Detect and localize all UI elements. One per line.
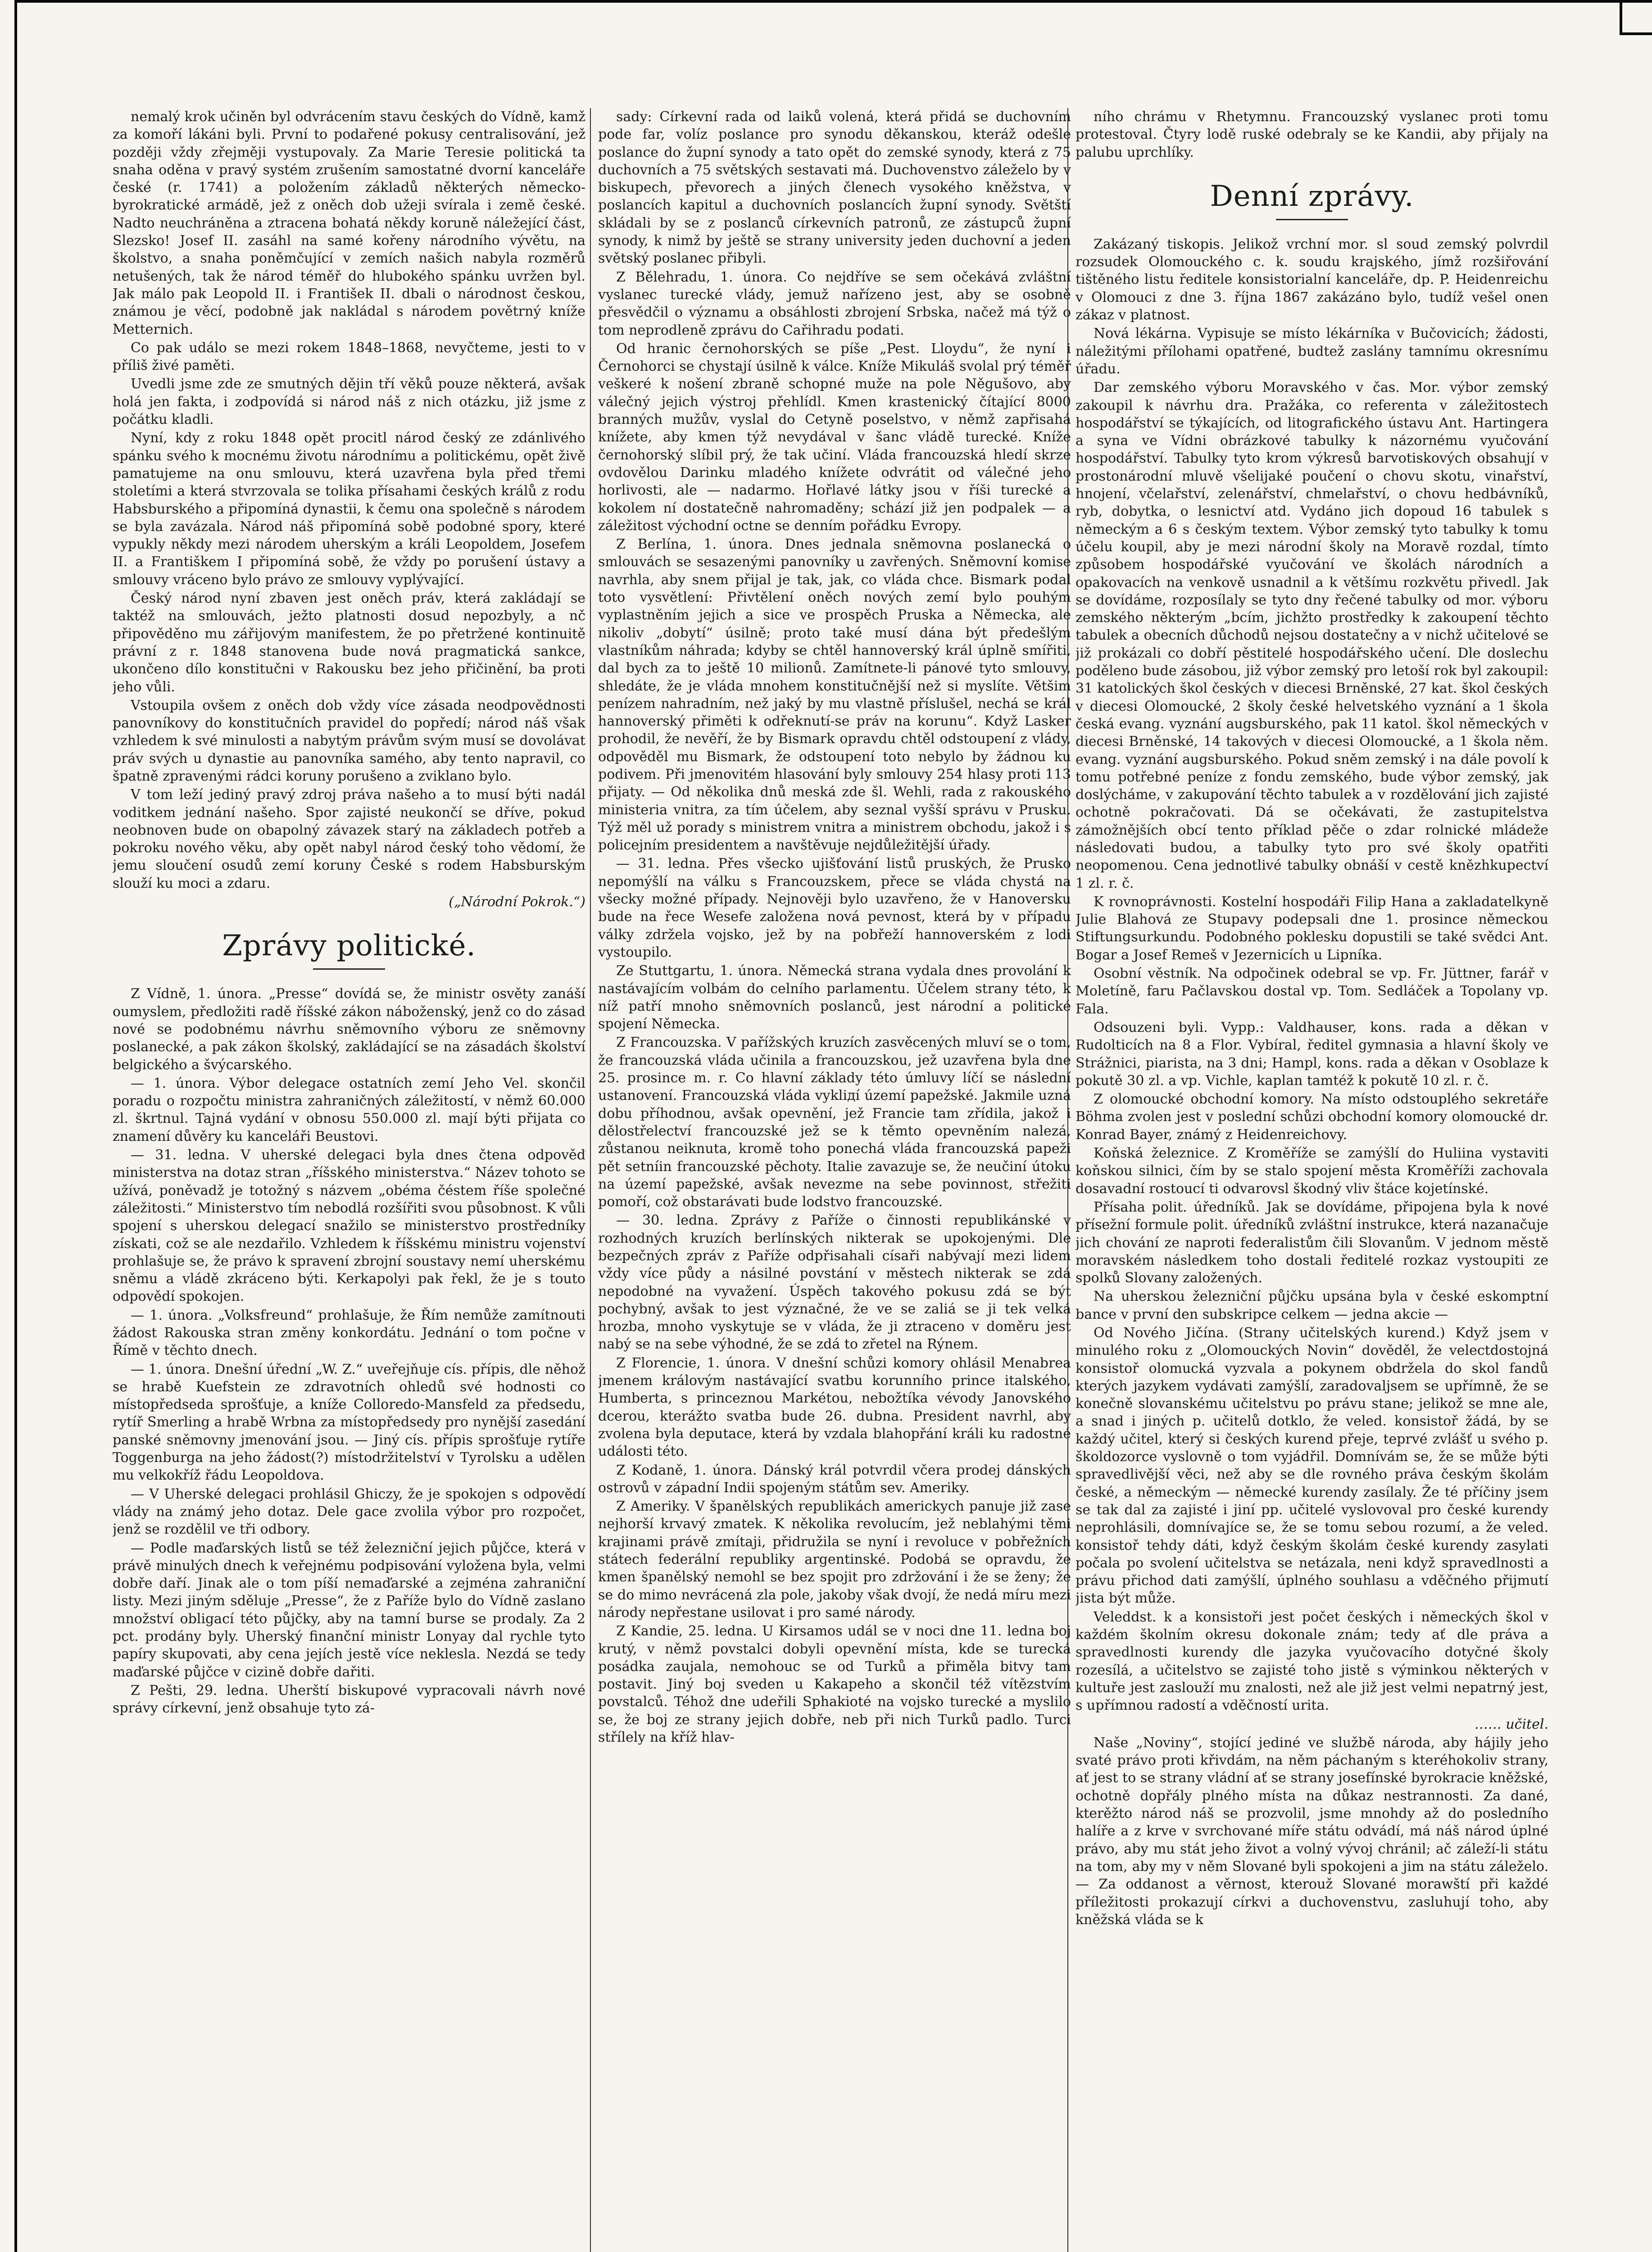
news-item: — 1. února. „Volksfreund“ prohlašuje, že Řím nemůže zamítnouti žádost Rakouska stran změny konkordátu. Jednání o tom počne v Římě v těchto dnech. — [113, 1307, 585, 1359]
news-item: Ze Stuttgartu, 1. února. Německá strana vydala dnes provolání k nastávajícím volbám do celního parlamentu. Účelem strany této, k níž patří mnoho sněmovních poslanců, jest národní a politické spojení Německa. — [598, 963, 1071, 1032]
news-item: Přísaha polit. úředníků. Jak se dovídáme, připojena byla k nové přísežní formule polit. úředníků zvláštní instrukce, která nazanačuje jich chování ze naproti federalistům čili Slovanům. V jednom městě moravském následkem toho dostali ředitelé rozkaz vystoupiti ze spolků Slovany založených. — [1076, 1199, 1548, 1286]
section-heading-daily — [1076, 178, 1548, 220]
news-item: — 31. ledna. Přes všecko ujišťování listů pruských, že Prusko nepomýšlí na válku s Francouzskem, přece se vláda chystá na všecky možné případy. Nejnověji bylo uzavřeno, že v Hanoversku bude na řece Wesefe založena nová pevnost, která by v případu války zdržela vojsko, jež by na pobřeží hannoverském z lodi vystoupilo. — [598, 856, 1071, 960]
section-heading-political — [113, 928, 585, 970]
heading-underline — [1276, 219, 1348, 220]
paragraph: V tom leží jediný pravý zdroj práva našeho a to musí býti nadál voditkem jednání našeho. Spor zajisté neukončí se dříve, pokud neobnoven bude on obapolný závazek starý na základech potřeb a pokroku nového věku, aby opět nabyl národ český toho vědomí, že jemu sloučení osudů zemí koruny České s rodem Habsburským slouží ku moci a zdaru. — [113, 787, 585, 891]
news-item: Na uherskou železniční půjčku upsána byla v české eskomptní bance v první den subskripce celkem — jedna akcie — — [1076, 1289, 1548, 1322]
news-item: Z Pešti, 29. ledna. Uherští biskupové vypracovali návrh nové správy církevní, jenž obsahuje tyto zá- — [113, 1682, 585, 1716]
section-heading-text: Zprávy politické. — [222, 929, 476, 963]
news-item: Osobní věstník. Na odpočinek odebral se vp. Fr. Jüttner, farář v Moletíně, faru Pačlavskou dostal vp. Tom. Sedláček a Topolany vp. Fala. — [1076, 966, 1548, 1017]
heading-underline — [313, 968, 385, 970]
news-item: Odsouzeni byli. Vypp.: Valdhauser, kons. rada a děkan v Rudolticích na 8 a Flor. Vybíral, ředitel gymnasia a hlavní školy ve Strážnici, piarista, na 3 dni; Hampl, kons. rada a děkan v Osoblaze k pokutě 30 zl. a vp. Vichle, kaplan tamtéž k pokutě 10 zl. r. č. — [1076, 1019, 1548, 1089]
news-item: Z Berlína, 1. února. Dnes jednala sněmovna poslanecká o smlouvách se sesazenými panovníky u zavřených. Sněmovní komise navrhla, aby snem přijal je tak, jak, co vláda chce. Bismark podal toto vysvětlení: Přivtělení oněch nových zemí bylo pouhým vyplastněním jejich a sice ve prospěch Pruska a Německa, ale nikoliv „dobytí“ úsilně; proto také musí dána být předešlým vlastníkům náhrada; kdyby se chtěl hannoverský král úplně smířiti, dal bych za to ještě 10 milionů. Zamítnete-li pánové tyto smlouvy, shledáte, že je vláda mnohem konstitučnější než si myslíte. Většim penízem nahradním, než jaký by mu vlastně příslušel, nechá se král hannoverský přiměti k odřeknutí-se práv na korunu“. Když Lasker prohodil, že nevěří, že by Bismark opravdu chtěl odstoupení z vlády, odpověděl mu Bismark, že odstoupení toto nebylo by žádnou ku podivem. Při jmenovitém hlasování byly smlouvy 254 hlasy proti 113 přijaty. — Od několika dnů meská zde šl. Wehli, rada z rakouského ministeria vnitra, za tím účelem, aby seznal vyšší správu v Prusku. Týž měl už porady s ministrem vnitra a ministrem obchodu, jakož i s policejním presidentem a navštěvuje nejdůležitější úřady. — [598, 536, 1071, 854]
news-item: sady: Církevní rada od laiků volená, která přidá se duchovním pode far, volíz poslance pro synodu děkanskou, kteráž odešle poslance do župní synody a tato opět do zemské synody, která z 75 duchovních a 75 světských sestavati má. Duchovenstvo záleželo by v biskupech, převorech a jiných členech vysokého kněžstva, v poslancích kapitul a duchovních poslancích župní synody. Světští skládali by se z poslanců církevních patronů, ze zástupců župní synody, k nimž by ještě se strany university jeden duchovní a jeden světský poslanec přibyli. — [598, 109, 1071, 267]
corner-mark — [1620, 3, 1652, 35]
news-item: Z Ameriky. V španělských republikách americkych panuje již zase nejhorší krvavý zmatek. K několika revolucím, jež neblahými těmi krajinami právě zmítaji, přidružila se nyní i revoluce v pobřežních státech federální republiky argentinské. Podobá se opravdu, že kmen španělský nemohl se bez spojit pro zdržování i že se ženy; že se do mimo nevrácená zla pole, jakoby však dvojí, že nedá míru mezi národy nepřestane usilovat i pro samé národy. — [598, 1498, 1071, 1621]
news-item: Z Kodaně, 1. února. Dánský král potvrdil včera prodej dánských ostrovů v západní Indii spojeným státům sev. Ameriky. — [598, 1462, 1071, 1496]
news-item: — 1. února. Výbor delegace ostatních zemí Jeho Vel. skončil poradu o rozpočtu ministra zahraničných záležitostí, v němž 60.000 zl. škrtnul. Tajná vydání v obnosu 550.000 zl. mají býti přijata co znamení důvěry ku kanceláři Beustovi. — [113, 1075, 585, 1144]
news-item: Z Francouzska. V pařížských kruzích zasvěcených mluví se o tom, že francouzská vláda učinila a francouzskou, jež uzavřena byla dne 25. prosince m. r. Co hlavní základy této úmluvy líčí se následní ustanovení. Francouzská vláda vykliдí území papežské. Jakmile uzná dobu příhodnou, avšak opevnění, jež Francie tam zřídila, jakož i dělostřelectví francouzské jež se k těmto opevněním nalezá, zůstanou neiknuta, kromě toho ponechá vláda francouzská papeži pět setníin francouzské pěchoty. Italie zavazuje se, že neučiní útoku na území papežské, avšak nevezme na sebe povinnost, střežiti pomoří, což obstarávati bude lodstvo francouzské. — [598, 1035, 1071, 1210]
news-item: Z olomoucké obchodní komory. Na místo odstouplého sekretáře Böhma zvolen jest v poslední schůzi obchodní komory olomoucké dr. Konrad Bayer, známý z Heidenreichovy. — [1076, 1091, 1548, 1143]
column-left — [113, 108, 585, 2252]
news-item: Z Vídně, 1. února. „Presse“ dovídá se, že ministr osvěty zanáší oumyslem, předložiti radě říšské zákon náboženský, jenž co do zásad nové se podobnému návrhu sněmovního výboru ze sněmovny poslanecké, a pak zákon školský, zakládající se na zásadách školství belgického a švýcarského. — [113, 986, 585, 1073]
author-signature: …… učitel. — [1474, 1716, 1548, 1732]
news-item: Naše „Noviny“, stojící jediné ve službě národa, aby hájily jeho svaté právo proti křivdám, na něm páchaným s kteréhokoliv strany, ať jest to se strany vládní ať se strany josefínské byrokracie kněžské, ochotně dopřály plného místa na důkaz nestrannosti. Za dané, kterěžto národ náš se prozvolil, jsme mnohdy až do posledního halíře a z krve v svrchované míře státu odvádí, má náš národ úplné právo, aby mu stát jeho život a volný vývoj chránil; ač záleží-li státu na tom, aby my v něm Slované byli spokojeni a jim na státu záleželo. — Za oddanost a věrnost, kterouž Slované morawští při každé příležitosti prokazují církvi a duchovenstvu, zasluhují toho, aby kněžská vláda se k — [1076, 1734, 1548, 1928]
news-item: Dar zemského výboru Moravského v čas. Mor. výbor zemský zakoupil k návrhu dra. Pražáka, co referenta v záležitostech hospodářství se týkajících, od litografického ústavu Ant. Hartingera a syna ve Vídni obrázkové tabulky k názornému vyučování hospodářství. Tabulky tyto krom výkresů barvotiskových obsahují v prostonárodní mluvě všelijaké poučení o chovu skotu, vinařství, hnojení, včelařství, zelenářství, chmelařství, o chovu hedbávníků, ryb, dobytka, o lesnictví atd. Vydáno jich dopoud 16 tabulek s německým a 6 s českým textem. Výbor zemský tyto tabulky k tomu účelu koupil, aby je mezi národní školy na Moravě rozdal, tímto způsobem hospodářské vyučování ve školách národních a opakovacích na venkově usnadnil a k většímu rozkvětu přivedl. Jak se dovídáme, rozposílaly se tyto dny řečené tabulky od mor. výboru zemského některým „bcím, jichžto prostředky k zakoupení těchto tabulek a obecních důchodů nejsou dostatečny a v nichž učitelové se již prokázali co dobří pěstitelé hospodářského učení. Dle doslechu poděleno bude zásobou, již výbor zemský pro letoší rok byl zakoupil: 31 katolických škol českých v diecesi Brněnské, 27 kat. škol českých v diecesi Olomoucké, 2 školy české helvetského vyznání a 1 škola česká evang. vyznání augsburského, pak 11 katol. škol německých v diecesi Brněnské, 14 takových v diecesi Olomoucké, a 1 škola něm. evang. vyznání augsburského. Pokud sněm zemský i na dále povolí k tomu potřebné peníze z fondu zemského, bude výbor zemský, jak doslýcháme, v zakupování těchto tabulek a v rozdělování jich zajisté ochotně pokračovati. Dá se očekávati, že zastupitelstva zámožnějších obcí tento příklad pěče o zdar rolnické mládeže následovati budou, a tabulky tyto pro své školy opatřiti neopomenou. Cena jednotlivé tabulky obnáší v cestě knězhkupectví 1 zl. r. č. — [1076, 380, 1548, 891]
column-middle — [598, 108, 1071, 2252]
news-item: Zakázaný tiskopis. Jelikož vrchní mor. sl soud zemský polvrdil rozsudek Olomouckého c. k. soudu krajského, jímž rozšiřování tištěného listu ředitele konsistorialní kanceláře, dp. P. Heidenreichu v Olomouci z dne 3. října 1867 zakázáno bylo, tudíž vešel onen zákaz v platnost. — [1076, 236, 1548, 323]
news-item: ního chrámu v Rhetymnu. Francouzský vyslanec proti tomu protestoval. Čtyry lodě ruské odebraly se ke Kandii, aby přijaly na palubu uprchlíky. — [1076, 109, 1548, 160]
paragraph: Uvedli jsme zde ze smutných dějin tří věků pouze některá, avšak holá jen fakta, i zodpovídá si národ náš z nich otázku, již jsme z počátku kladli. — [113, 376, 585, 428]
paragraph: Nyní, kdy z roku 1848 opět procitl národ český ze zdánlivého spánku svého k mocnému životu národnímu a politickému, opět živě pamatujeme na onu smlouvu, která uzavřena byla před třemi stoletími a která stvrzovala se tolika přísahami českých králů z rodu Habsburského a připomíná dynastii, k čemu ona společně s národem se byla zavázala. Národ náš připomíná sobě podobné spory, které vypukly někdy mezi národem uherským a králi Leopoldem, Josefem II. a Františkem I připomíná sobě, že vždy po porušení ústavy a smlouvy vráceno bylo právo ze smlouvy vyplývající. — [113, 430, 585, 588]
news-item: — Podle maďarských listů se též železniční jejich půjčce, která v právě minulých dnech k veřejnému podpisování vyložena byla, velmi dobře daří. Jinak ale o tom píší nemaďarské a zejména zahraniční listy. Mezi jiným sděluje „Presse“, že z Paříže bylo do Vídně zaslano množství obligací této půjčky, aby na tamní burse se prodaly. Za 2 pct. prodány byly. Uherský finanční ministr Lonyay dal rychle tyto papíry skupovati, aby cena jejích jestě více neklesla. Nezdá se tedy maďarské půjčce v cizině dobře dařiti. — [113, 1540, 585, 1680]
paragraph: Český národ nyní zbaven jest oněch práv, která zakládají se taktéž na smlouvách, ježto platnosti dosud nepozbyly, a nč připověděno mu zářijovým manifestem, že po přetržené kontinuitě právní z r. 1848 stanovena bude nová pragmatická sankce, ukončeno dílo konstitučni v Rakousku bez jeho přičinění, ba proti jeho vůli. — [113, 590, 585, 695]
news-item: Od hranic černohorských se píše „Pest. Lloydu“, že nyní i Černohorci se chystají úsilně k válce. Kníže Mikuláš svolal prý téměř veškeré k nošení zbraně schopné muže na pole Něgušovo, aby válečný jejich výstroj přehlídl. Kmen krastenický čítající 8000 branných mužův, vyslal do Cetyně poselstvo, v němž zapřisahá knížete, aby kmen týž nevydával v šanc vládě turecké. Kníže černohorský slíbil prý, že tak učiní. Vláda francouzská hledí skrze ovdovělou Darinku mladého knížete odvrátit od válečné jeho horlivosti, ale — nadarmo. Hořlavé látky jsou v říši turecké a kokolem ní dostatečně nahromaděny; schází již jen podpalek — a záležitost východní octne se denním pořádku Evropy. — [598, 341, 1071, 534]
news-item: Koňská železnice. Z Kroměříže se zamýšlí do Huliina vystaviti koňskou silnici, čím by se stalo spojení města Kroměříži zachovala dosavadní rostoucí ti odvarovsl škodný vliv štáce kojetínské. — [1076, 1145, 1548, 1197]
column-divider — [590, 108, 591, 2252]
news-item: Od Nového Jičína. (Strany učitelských kurend.) Když jsem v minulého roku z „Olomouckých Novin“ dověděl, že velectdostojná konsistoř olomucká vyzvala a pokynem obdržela do skol fandů kterých jazykem vydávati zamýšlí, zaradovaljsem se upřímně, že se konečně slovanskému učitelstvu po právu stane; jelikož se mne ale, a snad i jiných p. učitelů dotklo, že veled. konsistoř žádá, by se každý učitel, který si českých kurend přeje, teprvé zvlášť u svého p. školdozorce vyslovně o tom vyjádřil. Domnívám se, že se může býti spravedlivější věci, než aby se dle rovného práva českým školám české, a německým — německé kurendy zasílaly. Že té příčiny jsem se tak dal za zajisté i jiní pp. učitelé vyslovoval pro české kurendy neprohlásili, domnívajíce se, že se tomu sebou rozumí, a že veled. konsistoř tehdy dáti, když českým školám české kurendy zasylati počala po svolení učitelstva se netázala, neni když spravedlnosti a právu přichod dati zamýšlí, úplného souhlasu a vděčného přijmutí jista být může. — [1076, 1325, 1548, 1607]
news-item: — V Uherské delegaci prohlásil Ghiczy, že je spokojen s odpovědí vlády na známý jeho dotaz. Dele gace zvolila výbor pro rozpočet, jenž se rozdělil ve tři odbory. — [113, 1486, 585, 1538]
column-right — [1076, 108, 1548, 2252]
news-item: — 30. ledna. Zprávy z Paříže o činnosti republikánské v rozhodných kruzích berlínských nikterak se upokojenými. Dle bezpečných zpráv z Paříže odpřisahali císaři nabývají mezi lidem vždy více půdy a násilné povstání v městech nikterak se zdá nepodobné na vyvažení. Úspěch takového pokusu zdá se být pochybný, avšak to jest význačné, že ve se zaliá se ji tek velká hrozba, mnoho vyskytuje se v vláda, že ji ztraceno v doměru jest nabý se na sebe výhodné, že se zdá to zřetel na Rýnem. — [598, 1212, 1071, 1353]
paragraph: nemalý krok učiněn byl odvrácením stavu českých do Vídně, kamž za komoří lákáni byli. První to podařené pokusy centralisování, jež později vždy zřejměji vystupovaly. Za Marie Teresie politická ta snaha oděna v pravý systém zrušením samostatné dvorní kanceláře české (r. 1741) a položením základů některých německo-byrokratické armádě, jež z oněch dob užeji svírala i země české. Nadto neuchráněna a ztracena bohatá někdy koruně náležející část, Slezsko! Josef II. zasáhl na samé kořeny národního vývětu, na školstvo, a snaha poněmčující v zemích našich nabyla rozměrů netušených, tak že národ téměř do hlubokého spánku uvržen byl. Jak málo pak Leopold II. i František II. dbali o národnost českou, známou je věcí, podobně jak nakládal s národem povětrný kníže Metternich. — [113, 109, 585, 337]
paragraph: Co pak událo se mezi rokem 1848–1868, nevyčteme, jesti to v příliš živé paměti. — [113, 340, 585, 374]
news-item: Z Kandie, 25. ledna. U Kirsamos udál se v noci dne 11. ledna boj krutý, v němž povstalci dobyli opevnění místa, kde se turecká posádka zaujala, nemohouc se od Turků a přiměla bitvy tam postavit. Jiný boj sveden u Kakapeho a skončil též vítězstvím povstalců. Téhož dne udeřili Sphakioté na vojsko turecké a myslilo se, že boj ze strany jejich dobře, neb při nich Turků padlo. Turci střílely na kříž hlav- — [598, 1623, 1071, 1746]
news-item: Z Bělehradu, 1. února. Co nejdříve se sem očekává zvláštní vyslanec turecké vlády, jemuž nařízeno jest, aby se osobně přesvědčil o významu a obsáhlosti zbrojení Srbska, načež má týž o tom neprodleně zprávu do Cařihradu podati. — [598, 269, 1071, 338]
news-item: — 31. ledna. V uherské delegaci byla dnes čtena odpověď ministerstva na dotaz stran „říšského ministerstva.“ Název tohoto se užívá, poněvadž je totožný s názvem „obéma čéstem říše společné záležitosti.“ Ministerstvo tím nebodlá rozšířiti svou působnost. K vůli spojení s uherskou delegací snažilo se ministerstvo prostředníky získati, což se ale nezdařilo. Vzhledem k říšskému ministru vojenství prohlašuje se, že právo k spravení zbrojní soustavy nemí uherskému sněmu a vládě zkráceno býti. Kerkapolyi pak řekl, že je s touto odpovědí spokojen. — [113, 1147, 585, 1305]
paragraph: Vstoupila ovšem z oněch dob vždy více zásada neodpovědnosti panovníkovy do konstitučních pravidel do popředí; národ náš však vzhledem k své minulosti a nabytým právům svým musí se dovolávat práv svých u dynastie au panovníka samého, aby tento napravil, co špatně zpravenými rádci koruny porušeno a zviklano bylo. — [113, 697, 585, 784]
section-heading-text: Denní zprávy. — [1210, 179, 1414, 213]
news-item: K rovnoprávnosti. Kostelní hospodáři Filip Hana a zakladatelkyně Julie Blahová ze Stupavy podepsali dne 1. prosince německou Stiftungsurkundu. Podobného poklesku dopustili se také svědci Ant. Bogar a Josef Remeš v Jezernicích u Lipníka. — [1076, 894, 1548, 963]
news-item: Veleddst. k a konsistoři jest počet českých i německých škol v každém školním okresu dokonale znám; tedy ať dle práva a spravedlnosti kurendy dle jazyka vyučovacího dotyčné školy rozesílá, a učitelstvo se zajisté toho jistě s výminkou některých v kultuře jest zaslouží mu znalosti, než ale již jest velmi nepatrný jest, s upřímnou radostí a vděčností urita. — [1076, 1609, 1548, 1714]
source-attribution: („Národní Pokrok.“) — [449, 894, 585, 910]
news-item: Z Florencie, 1. února. V dnešní schůzi komory ohlásil Menabrea jmenem královým nastávající svatbu korunního prince italského, Humberta, s princeznou Markétou, nebožtíka vévody Janovského dcerou, kterážto svatba bude 26. dubna. President navrhl, aby zvolena byla deputace, která by vzdala blahopřání králi ku radostné události této. — [598, 1355, 1071, 1460]
news-item: Nová lékárna. Vypisuje se místo lékárníka v Bučovicích; žádosti, náležitými přílohami opatřené, budtež zaslány tamnímu okresnímu úřadu. — [1076, 326, 1548, 377]
news-item: — 1. února. Dnešní úřední „W. Z.“ uveřejňuje cís. přípis, dle něhož se hrabě Kuefstein ze zdravotních ohledů své hodnosti co místopředseda sprošťuje, a kníže Colloredo-Mansfeld za předsedu, rytíř Smerling a hrabě Wrbna za místopředsedy pro nynější zasedání panské sněmovny jmenování jsou. — Jiný cís. přípis sprošťuje rytíře Toggenburga na jeho žádost(?) místodržitelství v Tyrolsku a udělen mu velkokříž řádu Leopoldova. — [113, 1361, 585, 1484]
